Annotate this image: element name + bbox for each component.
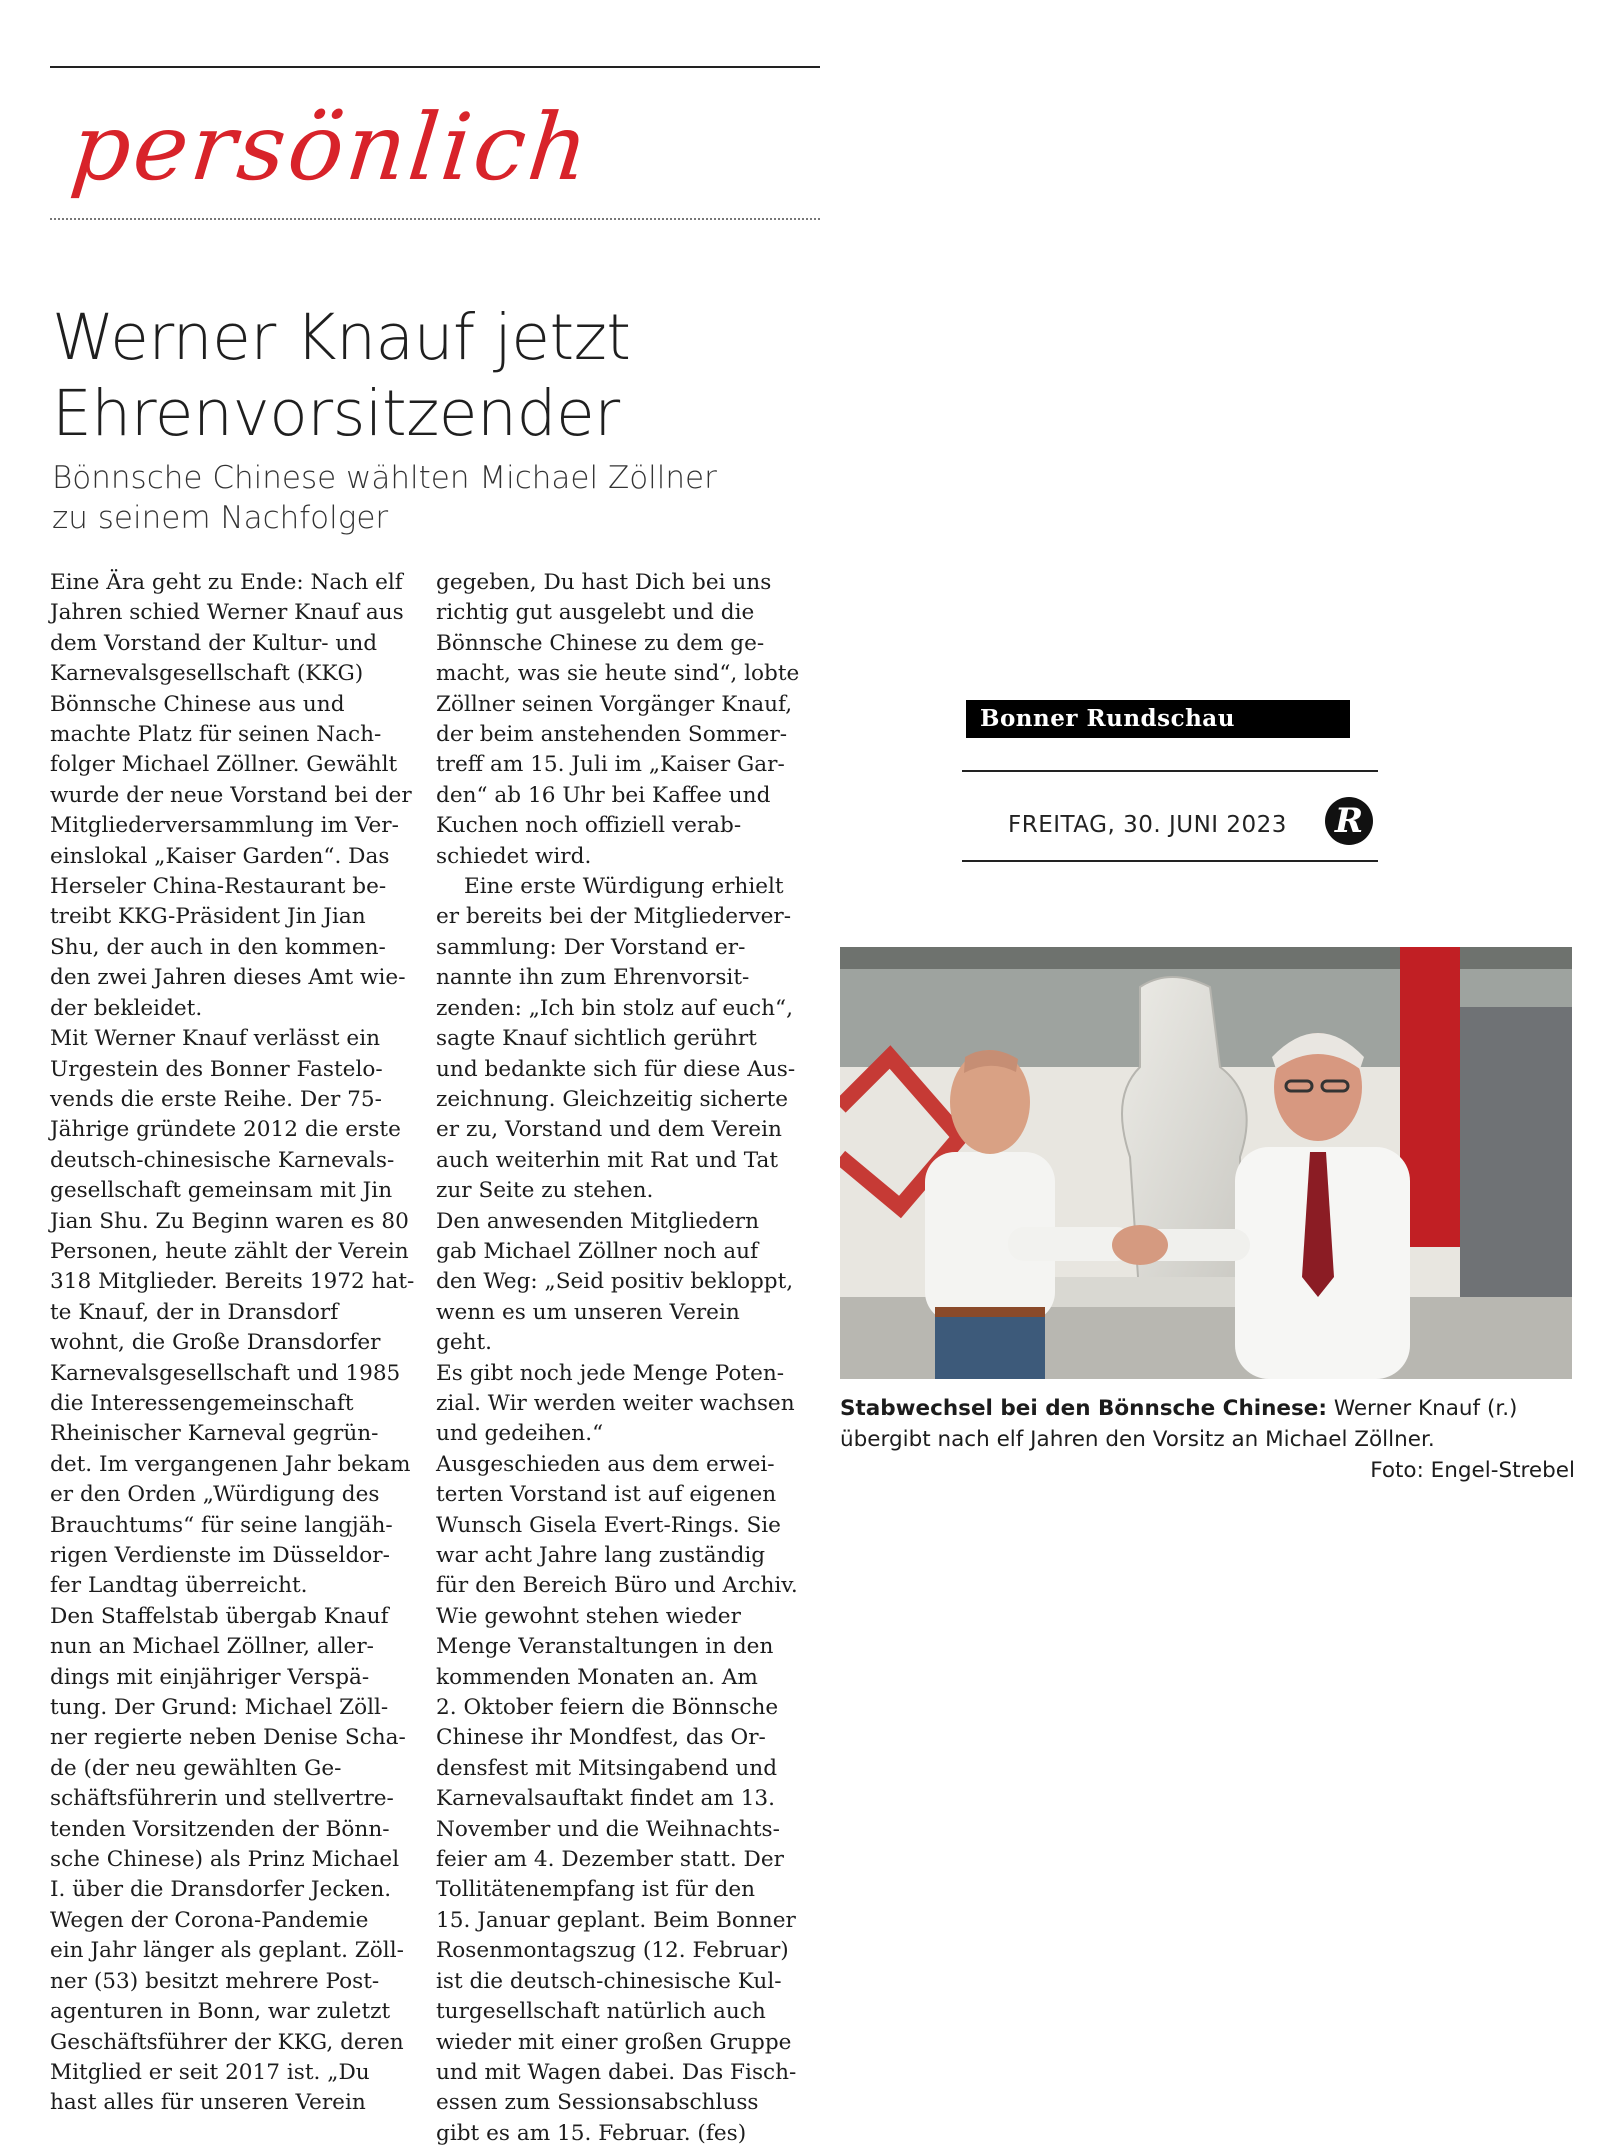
article-paragraph: Eine erste Würdigung erhielt er bereits bei der Mitgliederver- sammlung: Der Vorstand er- nannte ihn zum Ehrenvorsit- zenden: „Ich bin stolz auf euch“, sagte Knauf sichtlich gerührt und bedankte sich für diese Aus- zeichnung. Gleichzeitig sicherte er zu, Vorstand und dem Verein auch weiterhin mit Rat und Tat zur Seite zu stehen. [436,874,796,1204]
caption-text: Werner Knauf (r.) übergibt nach elf Jahren den Vorsitz an Michael Zöllner. [840,1396,1518,1452]
photo-credit: Foto: Engel-Strebel [1370,1458,1575,1483]
article-paragraph: Den Staffelstab übergab Knauf nun an Michael Zöllner, aller- dings mit einjähriger Verspä- tung. Der Grund: Michael Zöll- ner regierte neben Denise Scha- de (der neu gewählten Ge- schäftsführerin und stellvertre- tenden Vorsitzenden der Bönn- sche Chinese) als Prinz Michael I. über die Dransdorfer Jecken. Wegen der Corona-Pandemie ein Jahr länger als geplant. Zöll- ner (53) besitzt mehrere Post- agenturen in Bonn, war zuletzt Geschäftsführer der KKG, deren Mitglied er seit 2017 ist. „Du hast alles für unseren Verein [50,1603,406,2116]
article-paragraph: Mit Werner Knauf verlässt ein Urgestein des Bonner Fastelo- vends die erste Reihe. Der 75- Jährige gründete 2012 die erste deutsch-chinesische Karnevals- gesellschaft gemeinsam mit Jin Jian Shu. Zu Beginn waren es 80 Personen, heute zählt der Verein 318 Mitglieder. Bereits 1972 hat- te Knauf, der in Dransdorf wohnt, die Große Dransdorfer Karnevalsgesellschaft und 1985 die Interessengemeinschaft Rheinischer Karneval gegrün- det. Im vergangenen Jahr bekam er den Orden „Würdigung des Brauchtums“ für seine langjäh- rigen Verdienste im Düsseldor- fer Landtag überreicht. [50,1026,415,1599]
caption-lead: Stabwechsel bei den Bönnsche Chinese: [840,1396,1327,1421]
subheadline: Bönnsche Chinese wählten Michael Zöllner zu seinem Nachfolger [52,460,717,536]
photo-caption [840,1393,1575,1486]
dotted-rule [50,218,820,220]
headline: Werner Knauf jetzt Ehrenvorsitzender [52,301,631,450]
article-paragraph: gegeben, Du hast Dich bei uns richtig gut ausgelebt und die Bönnsche Chinese zu dem ge- macht, was sie heute sind“, lobte Zöllner seinen Vorgänger Knauf, der beim anstehenden Sommer- treff am 15. Juli im „Kaiser Gar- den“ ab 16 Uhr bei Kaffee und Kuchen noch offiziell verab- schiedet wird. [436,570,800,869]
newspaper-logo-icon: R [1325,797,1373,845]
top-rule [50,66,820,68]
newspaper-masthead: Bonner Rundschau [966,700,1350,738]
article-column-1 [50,568,415,2119]
article-photo [840,947,1572,1379]
publication-date: FREITAG, 30. JUNI 2023 [1008,812,1287,838]
masthead-rule [962,860,1378,862]
article-paragraph: Ausgeschieden aus dem erwei- terten Vorstand ist auf eigenen Wunsch Gisela Evert-Rings. Sie war acht Jahre lang zuständig für den Bereich Büro und Archiv. Wie gewohnt stehen wieder Menge Veranstaltungen in den kommenden Monaten an. Am 2. Oktober feiern die Bönnsche Chinese ihr Mondfest, das Or- densfest mit Mitsingabend und Karnevalsauftakt findet am 13. November und die Weihnachts- feier am 4. Dezember statt. Der Tollitätenempfang ist für den 15. Januar geplant. Beim Bonner Rosenmontagszug (12. Februar) ist die deutsch-chinesische Kul- turgesellschaft natürlich auch wieder mit einer großen Gruppe und mit Wagen dabei. Das Fisch- essen zum Sessionsabschluss gibt es am 15. Februar. (fes) [436,1451,798,2146]
article-paragraph: Eine Ära geht zu Ende: Nach elf Jahren schied Werner Knauf aus dem Vorstand der Kultur- und Karnevalsgesellschaft (KKG) Bönnsche Chinese aus und machte Platz für seinen Nach- folger Michael Zöllner. Gewählt wurde der neue Vorstand bei der Mitgliederversammlung im Ver- einslokal „Kaiser Garden“. Das Herseler China-Restaurant be- treibt KKG-Präsident Jin Jian Shu, der auch in den kommen- den zwei Jahren dieses Amt wie- der bekleidet. [50,570,412,1021]
article-paragraph: Den anwesenden Mitgliedern gab Michael Zöllner noch auf den Weg: „Seid positiv bekloppt, wenn es um unseren Verein geht. Es gibt noch jede Menge Poten- zial. Wir werden weiter wachsen und gedeihen.“ [436,1208,795,1447]
article-column-2 [436,568,801,2149]
masthead-rule [962,770,1378,772]
handshake-photo-illustration [840,947,1572,1379]
section-kicker: persönlich [66,94,597,201]
